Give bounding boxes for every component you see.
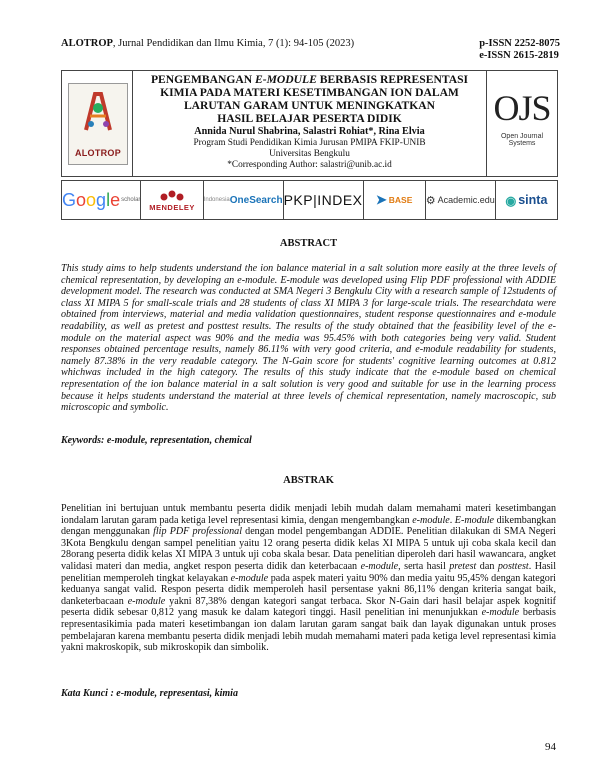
mendeley-logo[interactable]: [141, 181, 203, 219]
abstrak-italic: pretest: [449, 560, 477, 572]
abstrak-italic: e-module: [230, 572, 269, 584]
alotrop-logo: [68, 83, 128, 165]
title-line-1-end: BERBASIS REPRESENTASI: [316, 73, 469, 86]
ojs-logo-text: OJS: [493, 88, 551, 128]
abstrak-part: pada aspek materi yaitu 90% dan media yaitu 95,45% dengan kategori keduanya sangat valid. Respon peserta didik memperoleh hasil persentase yakni 86,11% dengan kriteria sangat baik, danketerbacaan: [61, 572, 556, 607]
google-scholar-sub: scholar: [121, 197, 141, 203]
google-logo-text: Google: [62, 189, 121, 210]
title-line-1-italic: E-MODULE: [254, 73, 317, 86]
abstract-heading: ABSTRACT: [279, 238, 338, 249]
title-line-4: HASIL BELAJAR PESERTA DIDIK: [217, 112, 402, 125]
onesearch-logo[interactable]: [204, 181, 284, 219]
journal-citation: , Jurnal Pendidikan dan Ilmu Kimia, 7 (1): 94-105 (2023): [112, 38, 355, 49]
abstrak-part: berbasis representasikimia pada materi kesetimbangan ion dalam larutan garam sangat baik dan layak digunakan untuk proses pembelajaran karena membantu peserta didik menjadi lebih mudah memahami materi pada ketiga level representasi kimia yakni makroskopik, sub mikroskopik dan simbolik.: [61, 607, 556, 654]
base-arrow-icon: ➤: [375, 192, 387, 207]
abstrak-italic: e-module: [481, 607, 520, 619]
e-issn: e-ISSN 2615-2819: [479, 50, 559, 61]
abstrak-part: dikembangkan dengan menggunakan: [61, 514, 556, 538]
academia-gear-icon: ⚙: [425, 194, 436, 207]
base-text: BASE: [388, 195, 413, 205]
abstrak-italic: E-module: [454, 514, 495, 526]
alotrop-logo-icon: [81, 90, 115, 134]
sinta-icon: ◉: [505, 193, 517, 208]
abstrak-italic: posttest: [497, 560, 529, 572]
sinta-logo[interactable]: [496, 181, 557, 219]
abstrak-part: , serta hasil: [398, 560, 450, 572]
abstract-text: This study aims to help students understand the ion balance material in a salt solution more easily at the three levels of chemical representation, by developing an e-module. E-module was developed using Flip PDF professional with ADDIE development model. The research was conducted at SMA Negeri 3 Bengkulu City with a research sample of 12students of class XI MIPA 5 for small-scale trials and 28 students of class XI MIPA 3 for large-scale trials. The researchdata were obtained from interviews, material and media validation questionnaires, student response questionnaires and e-module readability, as well as pretest and posttest results. The results of the study obtained that the feasibility level of the e-module on the material aspect was 90% and the media was 95.45% with both categories being very valid. Student responses obtained percentage results, namely 86.11% with very good criteria, and e-module readability for students, namely 87.38% in the very readable category. The N-Gain score for students' cognitive learning outcomes at 0.812 whichwas included in the high category. The results of this study indicate that the e-module based on chemical representation of the ion balance material in a salt solution is very good and suitable for use in the learning process because it helps students understand the material at three levels of chemical representation, namely macroscopic, sub microscopic and symbolic.: [61, 263, 556, 414]
p-issn: p-ISSN 2252-8075: [479, 38, 560, 49]
indexing-strip: [61, 180, 558, 220]
title-line-1: [133, 73, 486, 86]
alotrop-logo-text: ALOTROP: [74, 148, 122, 158]
abstrak-part: .: [449, 514, 455, 526]
abstrak-part: Penelitian ini bertujuan untuk membantu peserta didik menjadi lebih mudah dalam memahami materi kesetimbangan iondalam larutan garam pada ketiga level representasi kimia, dengan mengembangkan: [61, 503, 556, 526]
abstrak-italic: flip PDF professional: [153, 526, 242, 538]
academia-text: Academic.edu: [437, 195, 495, 205]
article-heading: [133, 73, 486, 171]
running-header: [61, 38, 354, 49]
abstract-keywords: Keywords: e-module, representation, chemical: [61, 435, 252, 446]
affiliation-line-2: Universitas Bengkulu: [269, 149, 350, 159]
abstrak-part: yakni 87,38% dengan kategori sangat terbaca. Skor N-Gain dari hasil belajar aspek kognitif peserta didik sebesar 0,812 yang masuk ke dalam kategori tinggi. Hasil penelitian ini menunjukkan: [61, 595, 556, 619]
abstrak-italic: e-module: [127, 595, 166, 607]
abstrak-italic: e-module: [360, 560, 399, 572]
affiliation: [133, 138, 486, 171]
abstrak-part: . Hasil penelitian memperoleh tingkat kelayakan: [61, 560, 557, 584]
ojs-logo-subtitle: Open Journal Systems: [500, 133, 544, 147]
abstrak-part: dan: [476, 560, 498, 572]
title-line-3: LARUTAN GARAM UNTUK MENINGKATKAN: [183, 99, 436, 112]
journal-logo-cell: [62, 71, 133, 176]
mendeley-icon: [159, 189, 185, 203]
mendeley-text: MENDELEY: [149, 202, 195, 212]
academia-logo[interactable]: [426, 181, 496, 219]
affiliation-line-1: Program Studi Pendidikan Kimia Jurusan PMIPA FKIP-UNIB: [193, 138, 426, 148]
ojs-logo-cell: [486, 71, 557, 176]
issn-block: [479, 38, 560, 62]
page-number: 94: [545, 741, 556, 753]
title-line-2: KIMIA PADA MATERI KESETIMBANGAN ION DALAM: [160, 86, 459, 99]
sinta-text: sinta: [518, 193, 548, 207]
abstrak-italic: e-module: [412, 514, 450, 526]
onesearch-prefix: Indonesia: [203, 197, 230, 203]
ojs-logo: [493, 87, 551, 147]
pkp-index-text: PKP|INDEX: [283, 192, 363, 208]
google-scholar-logo[interactable]: [62, 181, 141, 219]
pkp-index-logo[interactable]: [284, 181, 364, 219]
base-logo[interactable]: [364, 181, 426, 219]
onesearch-text: OneSearch: [229, 194, 283, 206]
title-line-1-start: PENGEMBANGAN: [150, 73, 255, 86]
abstrak-heading: ABSTRAK: [283, 475, 334, 486]
title-box: [61, 70, 558, 177]
abstrak-keywords: Kata Kunci : e-module, representasi, kimia: [61, 688, 238, 699]
authors: Annida Nurul Shabrina, Salastri Rohiat*, Rina Elvia: [194, 126, 425, 137]
abstrak-text: [61, 503, 556, 654]
abstrak-part: dengan model pengembangan ADDIE. Penelitian dilakukan di SMA Negeri 3Kota Bengkulu dengan sampel penelitian yaitu 12 orang peserta didik kelas XI MIPA 5 untuk uji coba skala kecil dan 28orang peserta didik kelas XI MIPA 3 untuk uji coba skala besar. Data penelitian diperoleh dari hasil wawancara, angket validasi materi dan media, angket respon peserta didik dan keterbacaan: [61, 526, 556, 572]
corresponding-author: *Corresponding Author: salastri@unib.ac.id: [227, 160, 392, 170]
article-title: [133, 73, 486, 125]
journal-name: ALOTROP: [61, 38, 113, 49]
